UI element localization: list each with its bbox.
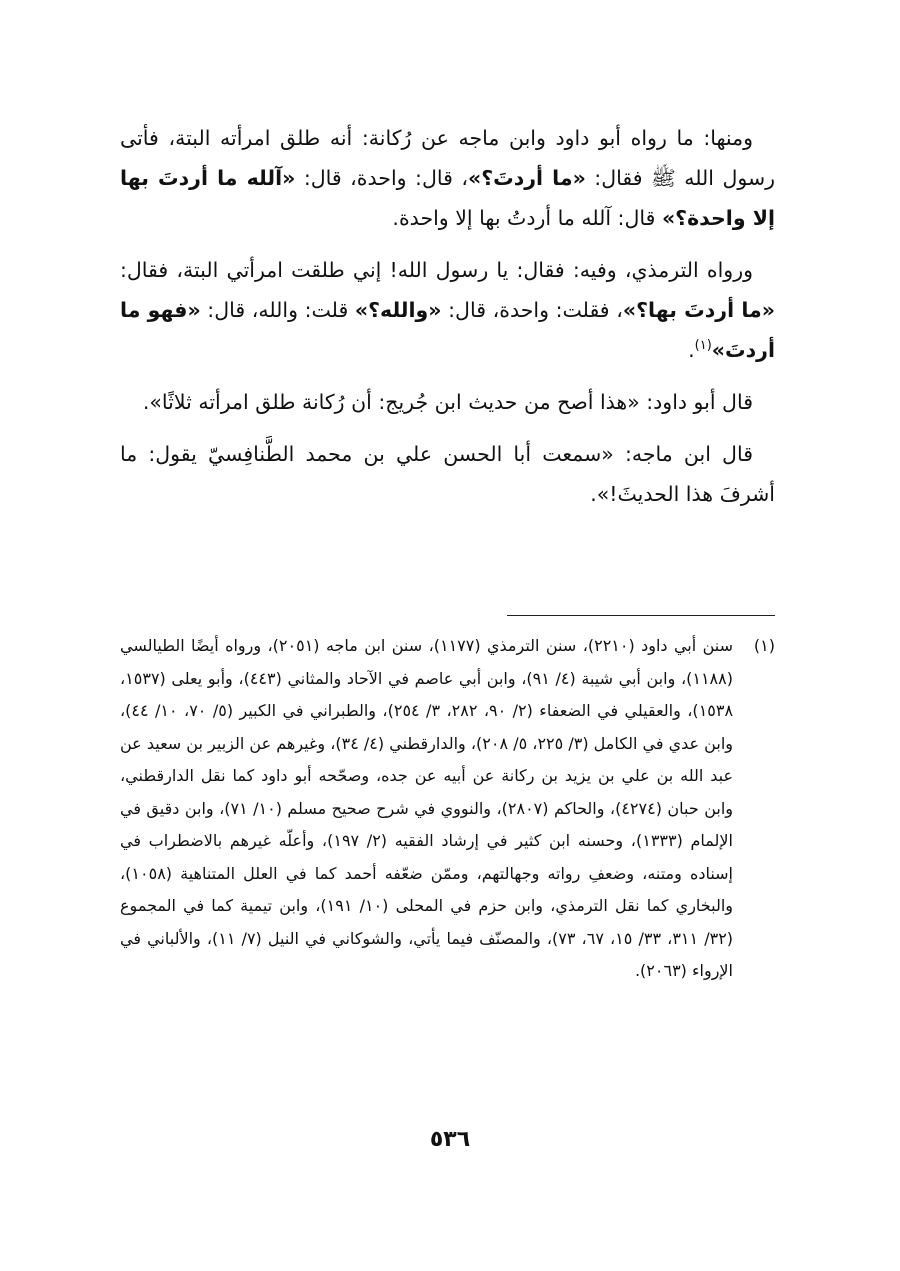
paragraph-rukana-hadith <box>120 118 775 238</box>
text-run: قال: آلله ما أردتُ بها إلا واحدة. <box>392 206 662 230</box>
footnote-text: سنن أبي داود (٢٢١٠)، سنن الترمذي (١١٧٧)، سنن ابن ماجه (٢٠٥١)، ورواه أيضًا الطيالسي (١١٨٨)، وابن أبي شيبة (٤/ ٩١)، وابن أبي عاصم في الآحاد والمثاني (٤٤٣)، وأبو يعلى (١٥٣٧، ١٥٣٨)، والعقيلي في الضعفاء (٢/ ٩٠، ٢٨٢، ٣/ ٢٥٤)، والطبراني في الكبير (٥/ ٧٠، ١٠/ ٤٤)، وابن عدي في الكامل (٣/ ٢٢٥، ٥/ ٢٠٨)، والدارقطني (٤/ ٣٤)، وغيرهم عن الزبير بن سعيد عن عبد الله بن علي بن يزيد بن ركانة عن أبيه عن جده، وصحّحه أبو داود كما نقل الدارقطني، وابن حبان (٤٢٧٤)، والحاكم (٢٨٠٧)، والنووي في شرح صحيح مسلم (١٠/ ٧١)، وابن دقيق في الإلمام (١٣٣٣)، وحسنه ابن كثير في إرشاد الفقيه (٢/ ١٩٧)، وأعلّه غيرهم بالاضطراب في إسناده ومتنه، وضعفِ رواته وجهالتهم، وممّن ضعّفه أحمد كما في العلل المتناهية (١٠٥٨)، والبخاري كما نقل الترمذي، وابن حزم في المحلى (١٠/ ١٩١)، وابن تيمية كما في المجموع (٣٢/ ٣١١، ٣٣/ ١٥، ٦٧، ٧٣)، والمصنّف فيما يأتي، والشوكاني في النيل (٧/ ١١)، والألباني في الإرواء (٢٠٦٣). <box>120 636 734 980</box>
quote-bold: «ما أردتَ؟» <box>468 166 586 190</box>
text-run: ورواه الترمذي، وفيه: فقال: يا رسول الله! إني طلقت امرأتي البتة، فقال: <box>120 258 753 282</box>
text-run: ، قال: واحدة، قال: <box>295 166 468 190</box>
quote-bold: «ما أردتَ بها؟» <box>622 298 775 322</box>
paragraph-tirmidhi-narration <box>120 250 775 370</box>
text-run: ومنها: ما رواه أبو داود وابن ماجه عن رُكانة: أنه طلق امرأته البتة، فأتى رسول الله ﷺ فقال: <box>120 126 776 190</box>
footnote <box>120 630 775 988</box>
footnote-number: (١) <box>753 636 775 655</box>
main-text <box>120 118 775 514</box>
quote-bold: «فهو ما أردتَ» <box>120 298 775 362</box>
quote-bold: «والله؟» <box>354 298 442 322</box>
text-run: . <box>688 338 695 362</box>
footnote-divider <box>507 615 775 616</box>
quote-bold: «آلله ما أردتَ بها إلا واحدة؟» <box>120 166 775 230</box>
footnote-reference[interactable]: (١) <box>694 338 712 354</box>
page-body <box>120 118 776 980</box>
page-number: ٥٣٦ <box>429 1127 471 1152</box>
paragraph-ibn-majah-comment: قال ابن ماجه: «سمعت أبا الحسن علي بن محمد الطَّنافِسيّ يقول: ما أشرفَ هذا الحديثَ!». <box>120 442 775 506</box>
paragraph-abu-dawud-comment: قال أبو داود: «هذا أصح من حديث ابن جُريج: أن رُكانة طلق امرأته ثلاثًا». <box>142 390 753 414</box>
text-run: قلت: والله، قال: <box>200 298 355 322</box>
text-run: ، فقلت: واحدة، قال: <box>441 298 623 322</box>
